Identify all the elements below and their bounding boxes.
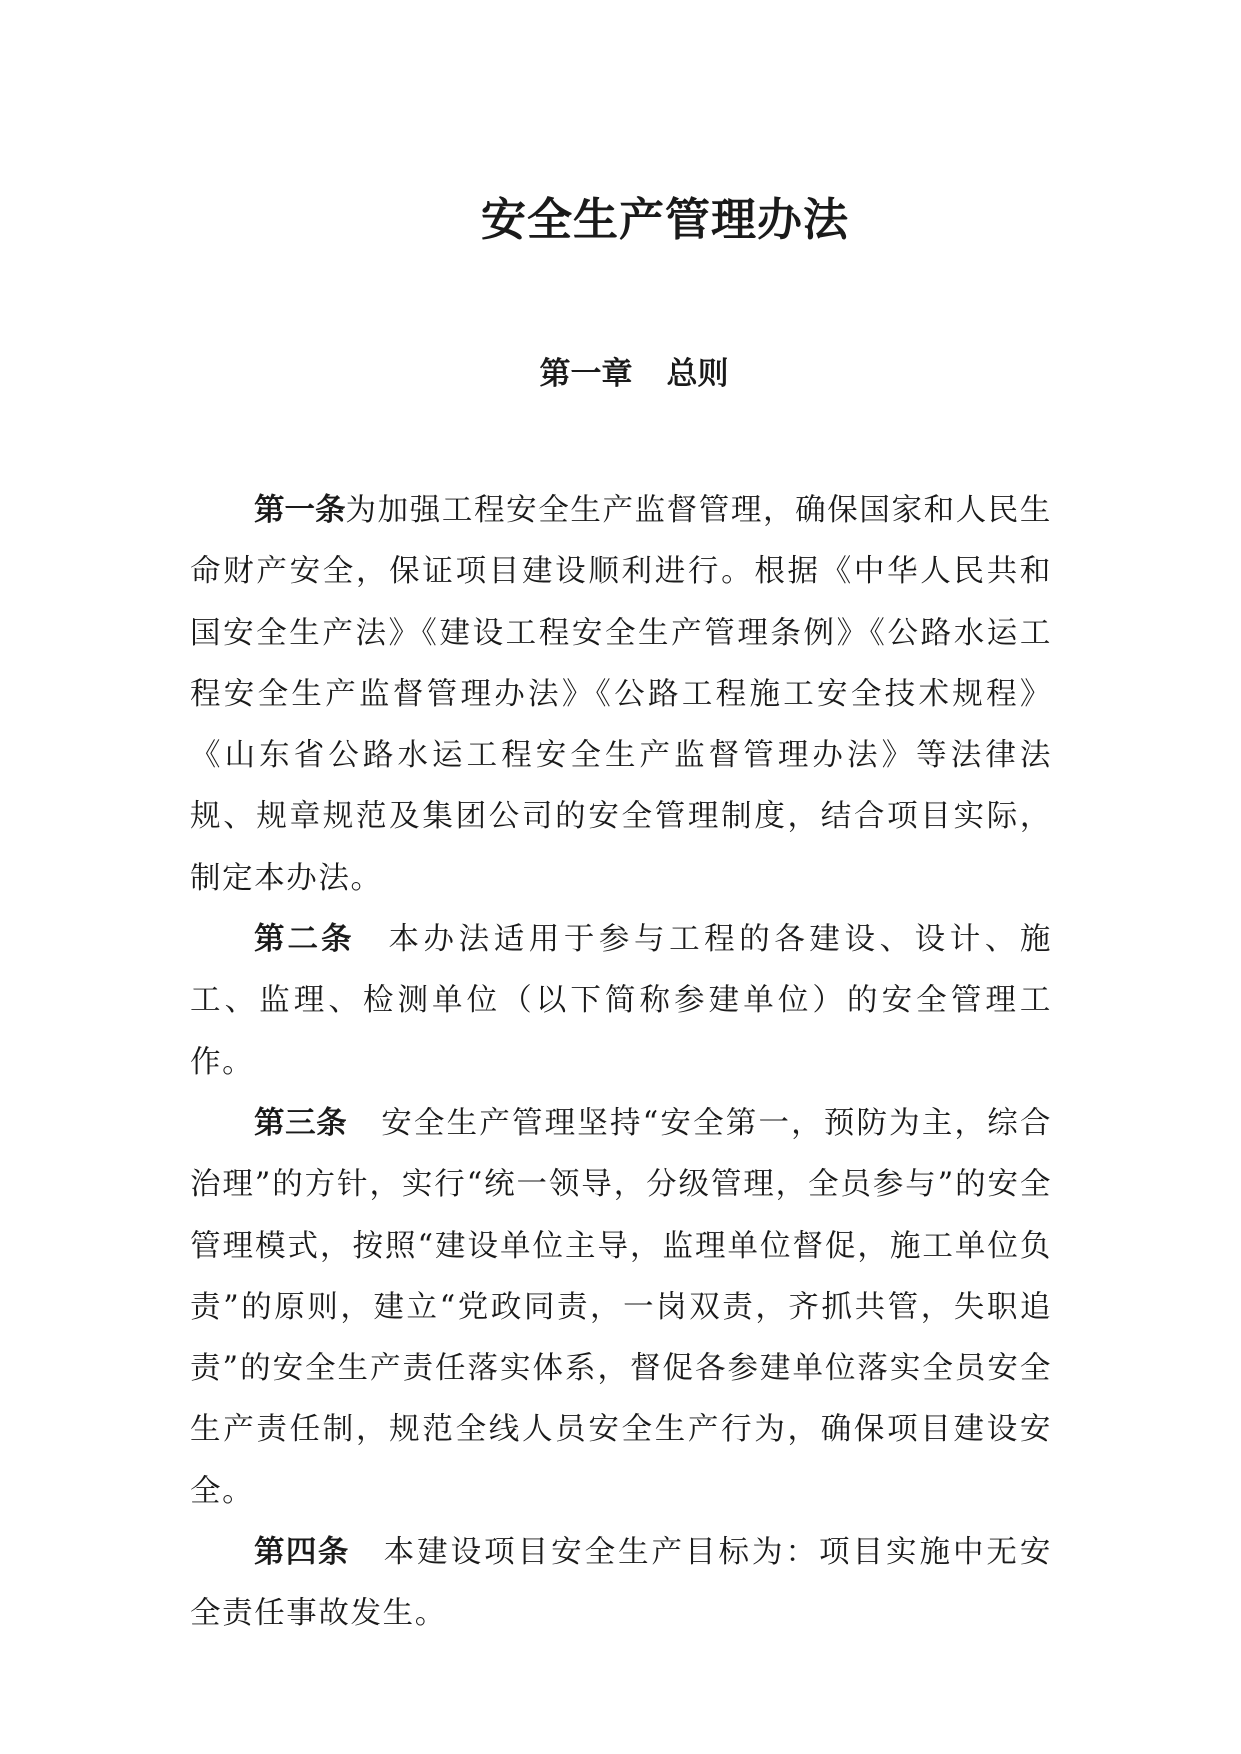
document-title: 安全生产管理办法 [480,193,849,246]
article-label: 第四条 [254,1535,350,1571]
article-text: 本办法适用于参与工程的各建设、设计、施工、监理、检测单位（以下简称参建单位）的安全管理工作。 [190,922,1053,1080]
document-body [190,480,1052,1645]
article-1 [190,480,1052,909]
article-label: 第一条 [254,493,346,528]
article-label: 第三条 [254,1105,348,1141]
chapter-name: 总则 [666,356,729,392]
chapter-heading [0,352,1241,396]
article-3 [190,1093,1052,1522]
article-text: 安全生产管理坚持“安全第一，预防为主，综合治理”的方针，实行“统一领导，分级管理，全员参与”的安全管理模式，按照“建设单位主导，监理单位督促，施工单位负责”的原则，建立“党政同责，一岗双责，齐抓共管，失职追责”的安全生产责任落实体系，督促各参建单位落实全员安全生产责任制，规范全线人员安全生产行为，确保项目建设安全。 [190,1105,1052,1509]
article-text: 为加强工程安全生产监督管理，确保国家和人民生命财产安全，保证项目建设顺利进行。根据《中华人民共和国安全生产法》《建设工程安全生产管理条例》《公路水运工程安全生产监督管理办法》《公路工程施工安全技术规程》《山东省公路水运工程安全生产监督管理办法》等法律法规、规章规范及集团公司的安全管理制度，结合项目实际，制定本办法。 [190,493,1053,896]
article-label: 第二条 [254,922,355,958]
article-text: 本建设项目安全生产目标为：项目实施中无安全责任事故发生。 [190,1535,1053,1632]
article-4 [190,1522,1052,1645]
chapter-number: 第一章 [539,356,633,392]
article-2 [190,909,1052,1093]
